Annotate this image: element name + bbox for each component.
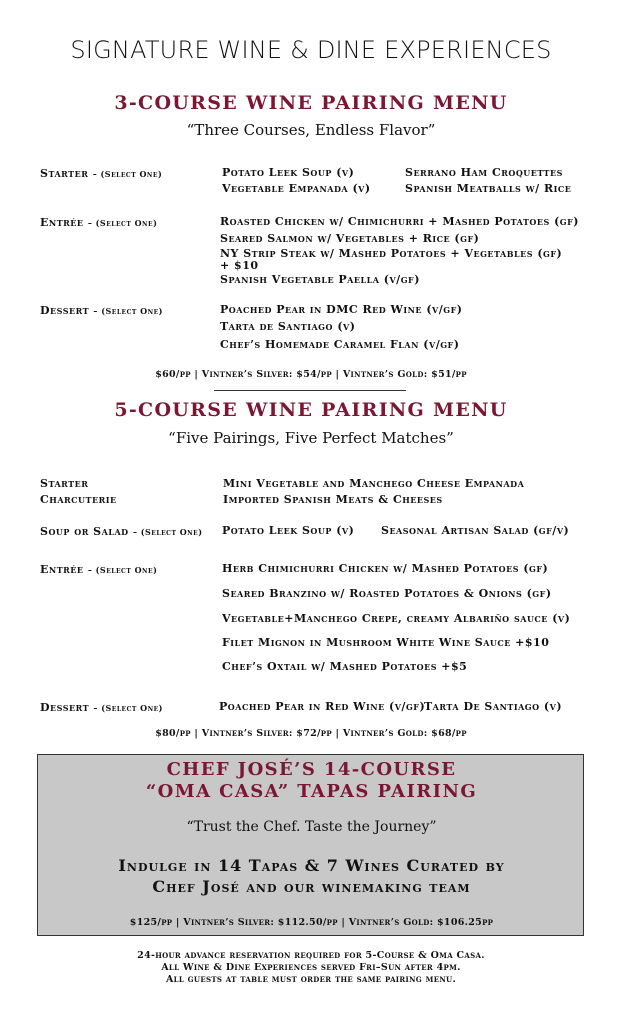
tapas-title-line1: CHEF JOSÉ’S 14-COURSE bbox=[166, 759, 457, 780]
select-note: – (Select One) bbox=[93, 703, 163, 713]
tapas-tagline: “Trust the Chef. Taste the Journey” bbox=[186, 819, 437, 835]
menu-item: Chef’s Oxtail w/ Mashed Potatoes +$5 bbox=[222, 660, 468, 673]
tapas-panel bbox=[37, 754, 584, 936]
menu-item: Vegetable Empanada (v) bbox=[222, 182, 371, 195]
menu-item: Potato Leek Soup (v) bbox=[222, 524, 355, 537]
menu-item: Mini Vegetable and Manchego Cheese Empanada bbox=[223, 477, 525, 490]
menu-item: Filet Mignon in Mushroom White Wine Sauce +$10 bbox=[222, 636, 550, 649]
menu-item: Poached Pear in Red Wine (v/gf) bbox=[219, 700, 426, 713]
three-starter-label: Starter – (Select One) bbox=[40, 167, 163, 180]
three-course-tagline: “Three Courses, Endless Flavor” bbox=[186, 121, 436, 139]
menu-item: Chef’s Homemade Caramel Flan (v/gf) bbox=[220, 338, 460, 351]
select-note: – (Select One) bbox=[87, 218, 158, 228]
three-dessert-label: Dessert – (Select One) bbox=[40, 304, 163, 317]
menu-item: Vegetable+Manchego Crepe, creamy Albariño sauce (v) bbox=[222, 612, 571, 625]
select-note: – (Select One) bbox=[87, 565, 158, 575]
footer-note: 24-hour advance reservation required for 5-Course & Oma Casa. bbox=[137, 950, 485, 961]
tapas-price: $125/pp | Vintner’s Silver: $112.50/pp | Vintner’s Gold: $106.25pp bbox=[129, 917, 494, 928]
menu-item: Tarta De Santiago (v) bbox=[424, 700, 563, 713]
footer-note: All guests at table must order the same pairing menu. bbox=[165, 974, 457, 985]
menu-item: Imported Spanish Meats & Cheeses bbox=[223, 493, 443, 506]
menu-item: Herb Chimichurri Chicken w/ Mashed Potatoes (gf) bbox=[222, 562, 549, 575]
select-note: – (Select One) bbox=[93, 306, 163, 316]
tapas-title-line2: “OMA CASA” TAPAS PAIRING bbox=[145, 781, 478, 802]
menu-item: Seared Branzino w/ Roasted Potatoes & Onions (gf) bbox=[222, 587, 552, 600]
footer-note: All Wine & Dine Experiences served Fri–Sun after 4pm. bbox=[161, 962, 461, 973]
five-starter-label: Starter bbox=[40, 477, 89, 490]
menu-item: Serrano Ham Croquettes bbox=[405, 166, 563, 179]
menu-item: Poached Pear in DMC Red Wine (v/gf) bbox=[220, 303, 463, 316]
five-dessert-label: Dessert – (Select One) bbox=[40, 701, 163, 714]
tapas-description-line2: Chef José and our winemaking team bbox=[152, 877, 471, 896]
menu-item: Seasonal Artisan Salad (gf/v) bbox=[381, 524, 570, 537]
menu-item: Seared Salmon w/ Vegetables + Rice (gf) bbox=[220, 232, 480, 245]
five-course-price: $80/pp | Vintner’s Silver: $72/pp | Vintner’s Gold: $68/pp bbox=[155, 728, 467, 739]
three-course-title: 3-COURSE WINE PAIRING MENU bbox=[114, 92, 508, 114]
menu-item: Potato Leek Soup (v) bbox=[222, 166, 355, 179]
three-course-price: $60/pp | Vintner’s Silver: $54/pp | Vintner’s Gold: $51/pp bbox=[155, 369, 467, 380]
five-charcuterie-label: Charcuterie bbox=[40, 493, 117, 506]
page-title: SIGNATURE WINE & DINE EXPERIENCES bbox=[70, 36, 552, 64]
select-note: – (Select One) bbox=[92, 169, 163, 179]
menu-item: Spanish Meatballs w/ Rice bbox=[405, 182, 572, 195]
menu-item: Spanish Vegetable Paella (v/gf) bbox=[220, 273, 420, 286]
menu-item: NY Strip Steak w/ Mashed Potatoes + Vegetables (gf) + $10 bbox=[220, 247, 563, 272]
three-entree-label: Entrée – (Select One) bbox=[40, 216, 158, 229]
five-course-title: 5-COURSE WINE PAIRING MENU bbox=[114, 399, 508, 421]
section-divider bbox=[214, 390, 406, 391]
select-note: – (Select One) bbox=[132, 527, 203, 537]
five-course-tagline: “Five Pairings, Five Perfect Matches” bbox=[168, 429, 454, 447]
five-entree-label: Entrée – (Select One) bbox=[40, 563, 158, 576]
tapas-description-line1: Indulge in 14 Tapas & 7 Wines Curated by bbox=[118, 856, 505, 875]
five-soup-label: Soup or Salad – (Select One) bbox=[40, 525, 203, 538]
menu-item: Tarta de Santiago (v) bbox=[220, 320, 356, 333]
menu-item: Roasted Chicken w/ Chimichurri + Mashed Potatoes (gf) bbox=[220, 215, 579, 228]
